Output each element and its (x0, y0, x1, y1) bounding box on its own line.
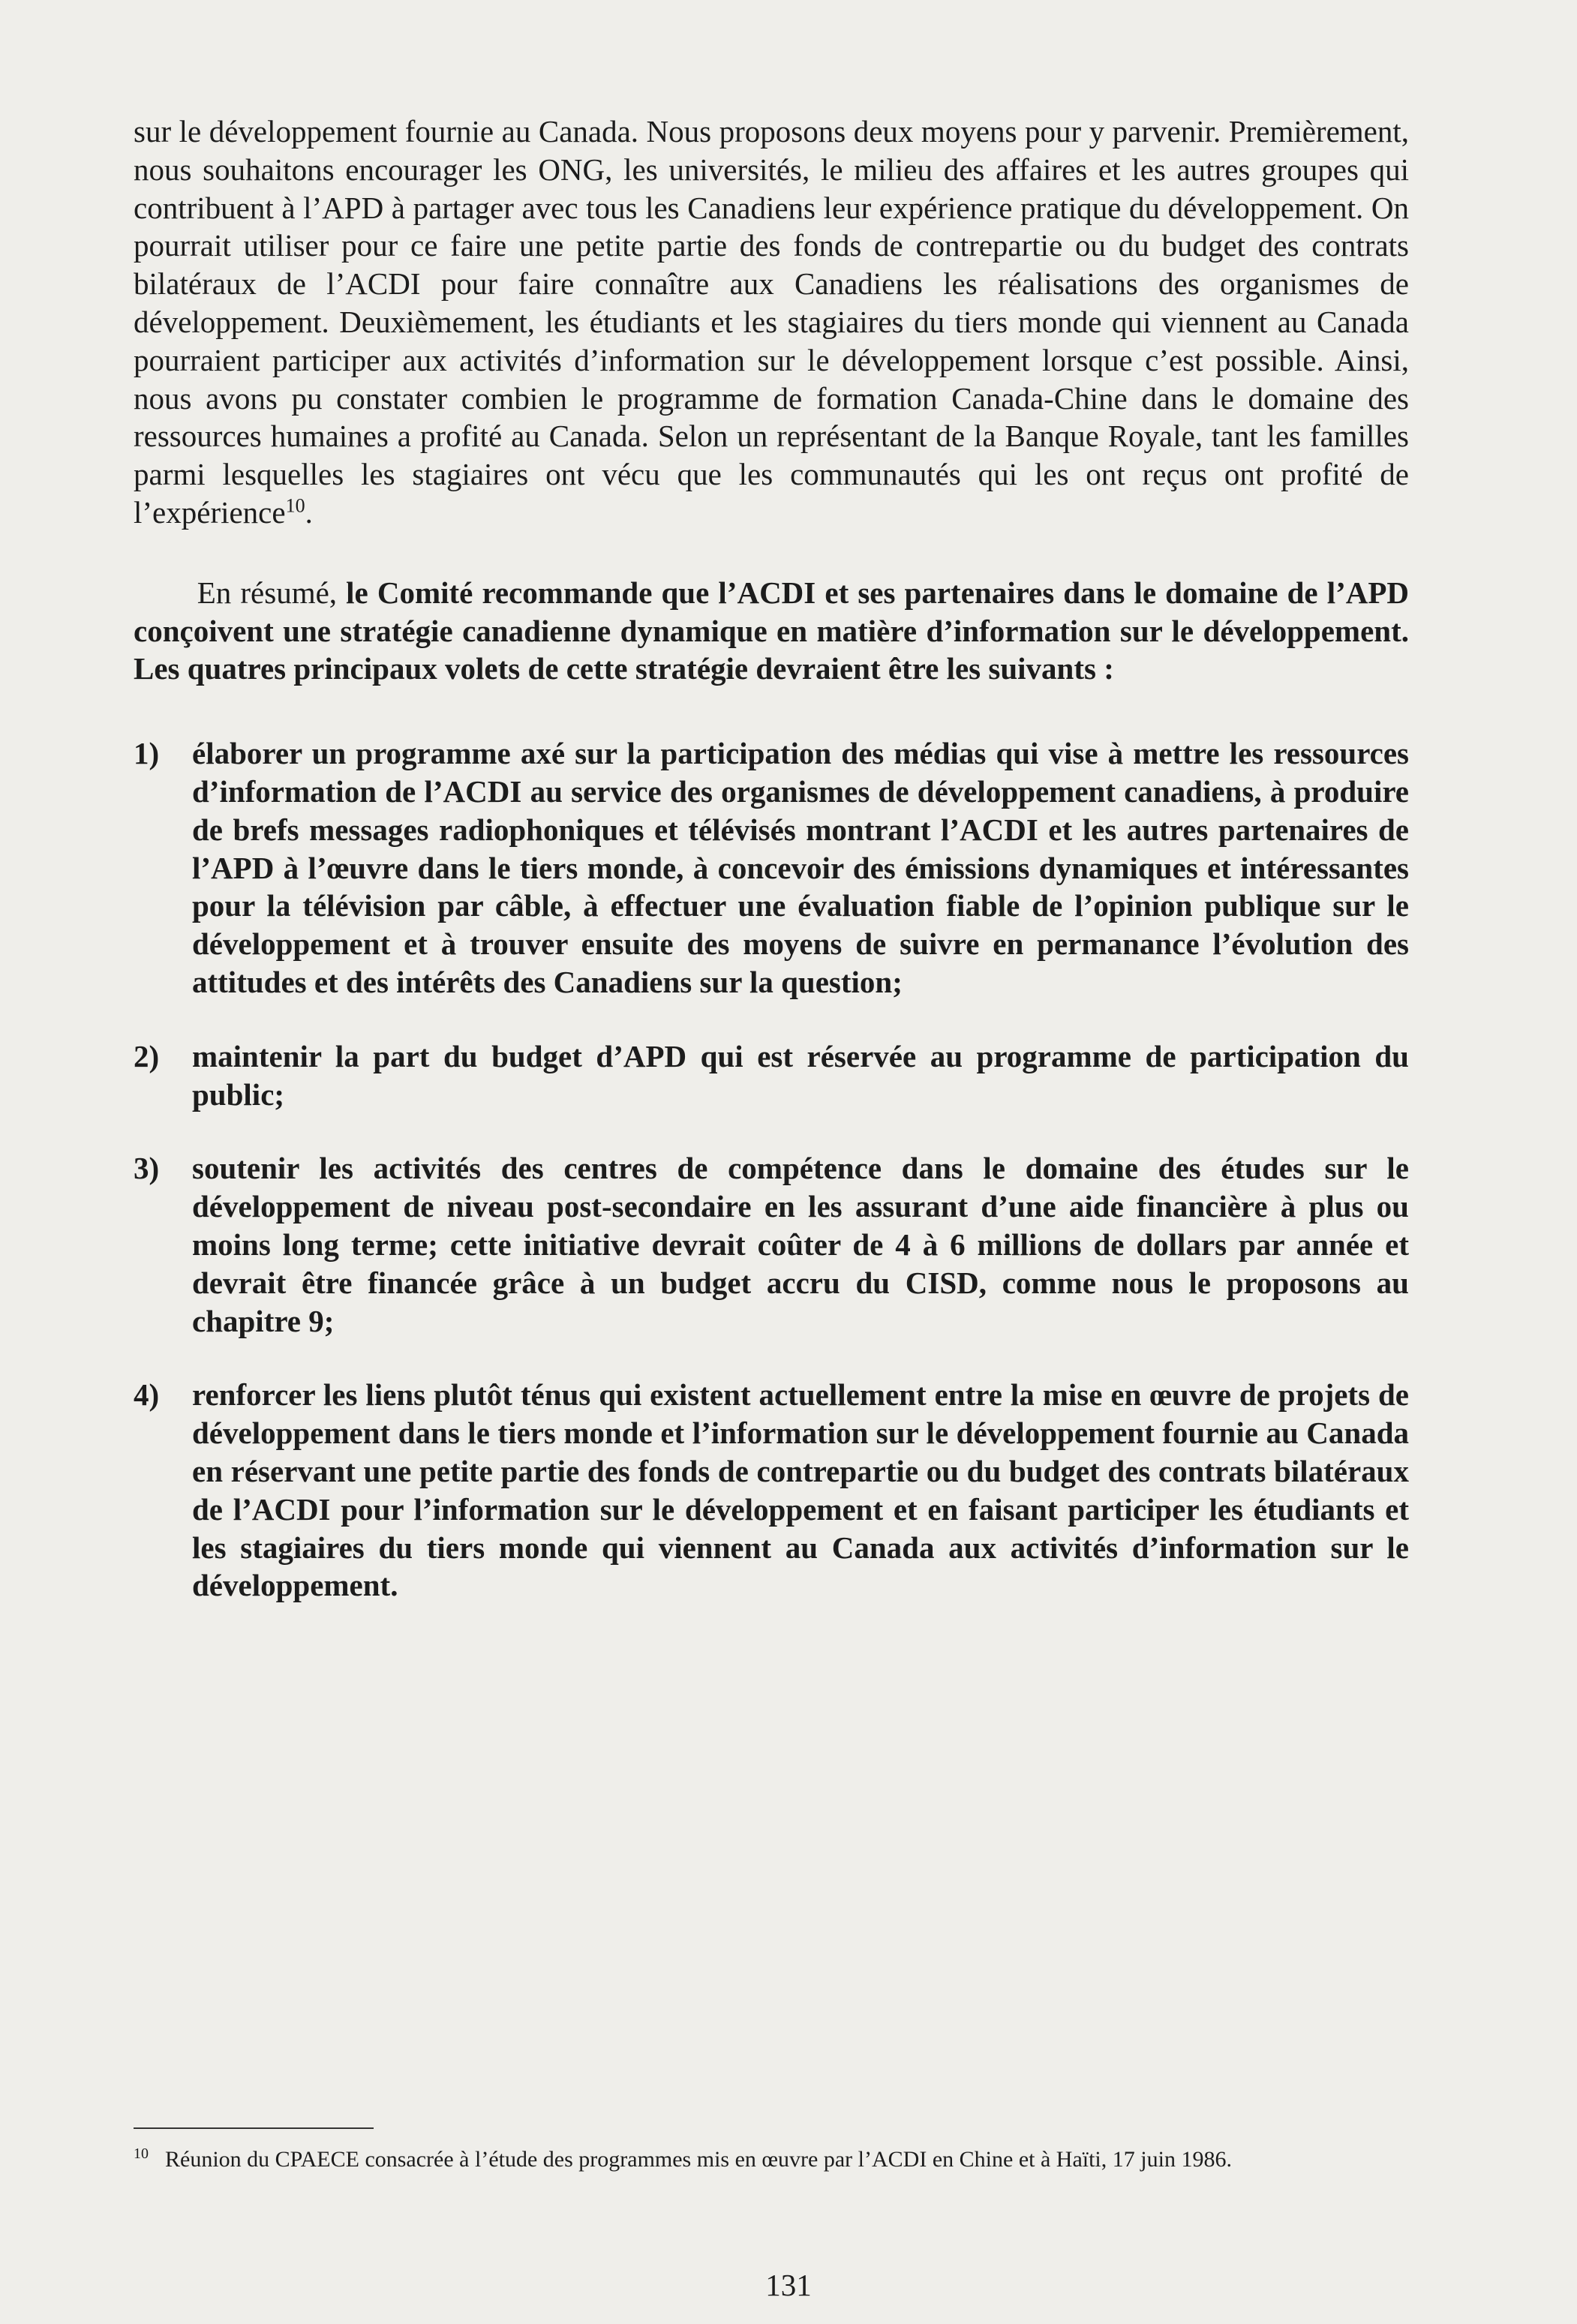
acronym-acdi: ACDI (872, 2147, 927, 2172)
recommendation-number: 4) (134, 1377, 160, 1413)
page-number: 131 (765, 2268, 812, 2302)
text-segment: conçoivent une stratégie canadienne dynamique en matière d’information sur le développement. Les quatres principaux volets de cette stratégie devraient être les suivants : (134, 613, 1409, 686)
text-segment: , comme nous le proposons au chapitre 9; (192, 1265, 1409, 1338)
text-segment: . (305, 494, 313, 530)
recommendation-text (192, 734, 1409, 1001)
acronym-apd: APD (322, 190, 384, 225)
text-segment: pour l’information sur le développement et en faisant participer les étudiants et les stagiaires du tiers monde qui viennent au Canada aux activités d’information sur le développement. (192, 1491, 1409, 1603)
acronym-cpaece: CPAECE (275, 2147, 359, 2172)
recommendation-item (134, 1149, 1409, 1340)
footnote-marker: 10 (134, 2145, 149, 2162)
text-segment: élaborer un programme axé sur la participation des médias qui vise à mettre les ressources d’information de l’ (192, 736, 1409, 809)
page-content (134, 113, 1409, 1641)
text-segment: maintenir la part du budget d’ (192, 1038, 623, 1073)
text-segment: renforcer les liens plutôt ténus qui existent actuellement entre la mise en œuvre de projets de développement dans le tiers monde et l’information sur le développement fournie au Canada en réservant une petite partie des fonds de contrepartie ou du budget des contrats bilatéraux de l’ (192, 1377, 1409, 1527)
recommendation-item (134, 734, 1409, 1001)
recommendation-list (134, 734, 1409, 1605)
footnote-reference: 10 (285, 494, 305, 517)
text-segment: le Comité recommande que l’ (346, 575, 737, 610)
recommendation-item (134, 1376, 1409, 1605)
recommendation-number: 1) (134, 736, 160, 771)
paragraph-summary (134, 574, 1409, 688)
acronym-cisd: CISD (905, 1265, 979, 1300)
text-segment: soutenir les activités des centres de compétence dans le domaine des études sur le développement de niveau post-secondaire en les assurant d’une aide financière à plus ou moins long terme; cette initiative devrait coûter de 4 à 6 millions de dollars par année et devrait être financée grâce à un budget accru du (192, 1151, 1409, 1300)
recommendation-item (134, 1037, 1409, 1114)
acronym-apd: APD (1345, 575, 1410, 610)
acronym-ong: ONG (538, 152, 605, 187)
recommendation-text (192, 1149, 1409, 1340)
text-segment: consacrée à l’étude des programmes mis en œuvre par l’ (359, 2147, 872, 2172)
text-segment: sur le développement fournie au Canada. Nous proposons deux moyens pour y parvenir. Premièrement, nous souhaitons encourager les (134, 114, 1409, 187)
text-segment: en Chine et à Haïti, 17 juin 1986. (927, 2147, 1232, 2172)
text-segment: et les autres partenaires de l’ (192, 812, 1409, 885)
acronym-acdi: ACDI (345, 266, 421, 302)
recommendation-text (192, 1376, 1409, 1605)
text-segment: au service des organismes de développement canadiens, à produire de brefs messages radiophoniques et télévisés montrant l’ (192, 773, 1410, 847)
text-segment: qui est réservée au programme de participation du public; (192, 1038, 1409, 1112)
acronym-acdi: ACDI (960, 812, 1038, 847)
acronym-apd: APD (623, 1038, 687, 1073)
text-segment: pour faire connaître aux Canadiens les réalisations des organismes de développement. Deuxièmement, les étudiants et les stagiaires du tiers monde qui viennent au Canada pourraient participer aux activités d’information sur le développement lorsque c’est possible. Ainsi, nous avons pu constater combien le programme de formation Canada-Chine dans le domaine des ressources humaines a profité au Canada. Selon un représentant de la Banque Royale, tant les familles parmi lesquelles les stagiaires ont vécu que les communautés qui les ont reçus ont profité de l’expérience (134, 266, 1409, 530)
footnote (134, 2139, 1409, 2174)
paragraph-development-information (134, 113, 1409, 532)
acronym-acdi: ACDI (251, 1491, 331, 1527)
text-segment: , les universités, le milieu des affaires et les autres groupes qui contribuent à l’ (134, 152, 1409, 225)
acronym-apd: APD (211, 850, 275, 885)
text-segment: Réunion du (165, 2147, 275, 2172)
recommendation-number: 3) (134, 1151, 160, 1186)
text-segment: à partager avec tous les Canadiens leur expérience pratique du développement. On pourrait utiliser pour ce faire une petite partie des fonds de contrepartie ou du budget des contrats bilatéraux de l’ (134, 190, 1409, 302)
text-segment: à l’œuvre dans le tiers monde, à concevoir des émissions dynamiques et intéressantes pour la télévision par câble, à effectuer une évaluation fiable de l’opinion publique sur le développement et à trouver ensuite des moyens de suivre en permanance l’évolution des attitudes et des intérêts des Canadiens sur la question; (192, 850, 1409, 999)
footnote-divider (134, 2127, 374, 2129)
acronym-acdi: ACDI (443, 773, 522, 809)
recommendation-text (192, 1037, 1409, 1114)
recommendation-number: 2) (134, 1038, 160, 1073)
text-segment: En résumé, (197, 575, 347, 610)
text-segment: et ses partenaires dans le domaine de l’ (816, 575, 1346, 610)
acronym-acdi: ACDI (737, 575, 816, 610)
